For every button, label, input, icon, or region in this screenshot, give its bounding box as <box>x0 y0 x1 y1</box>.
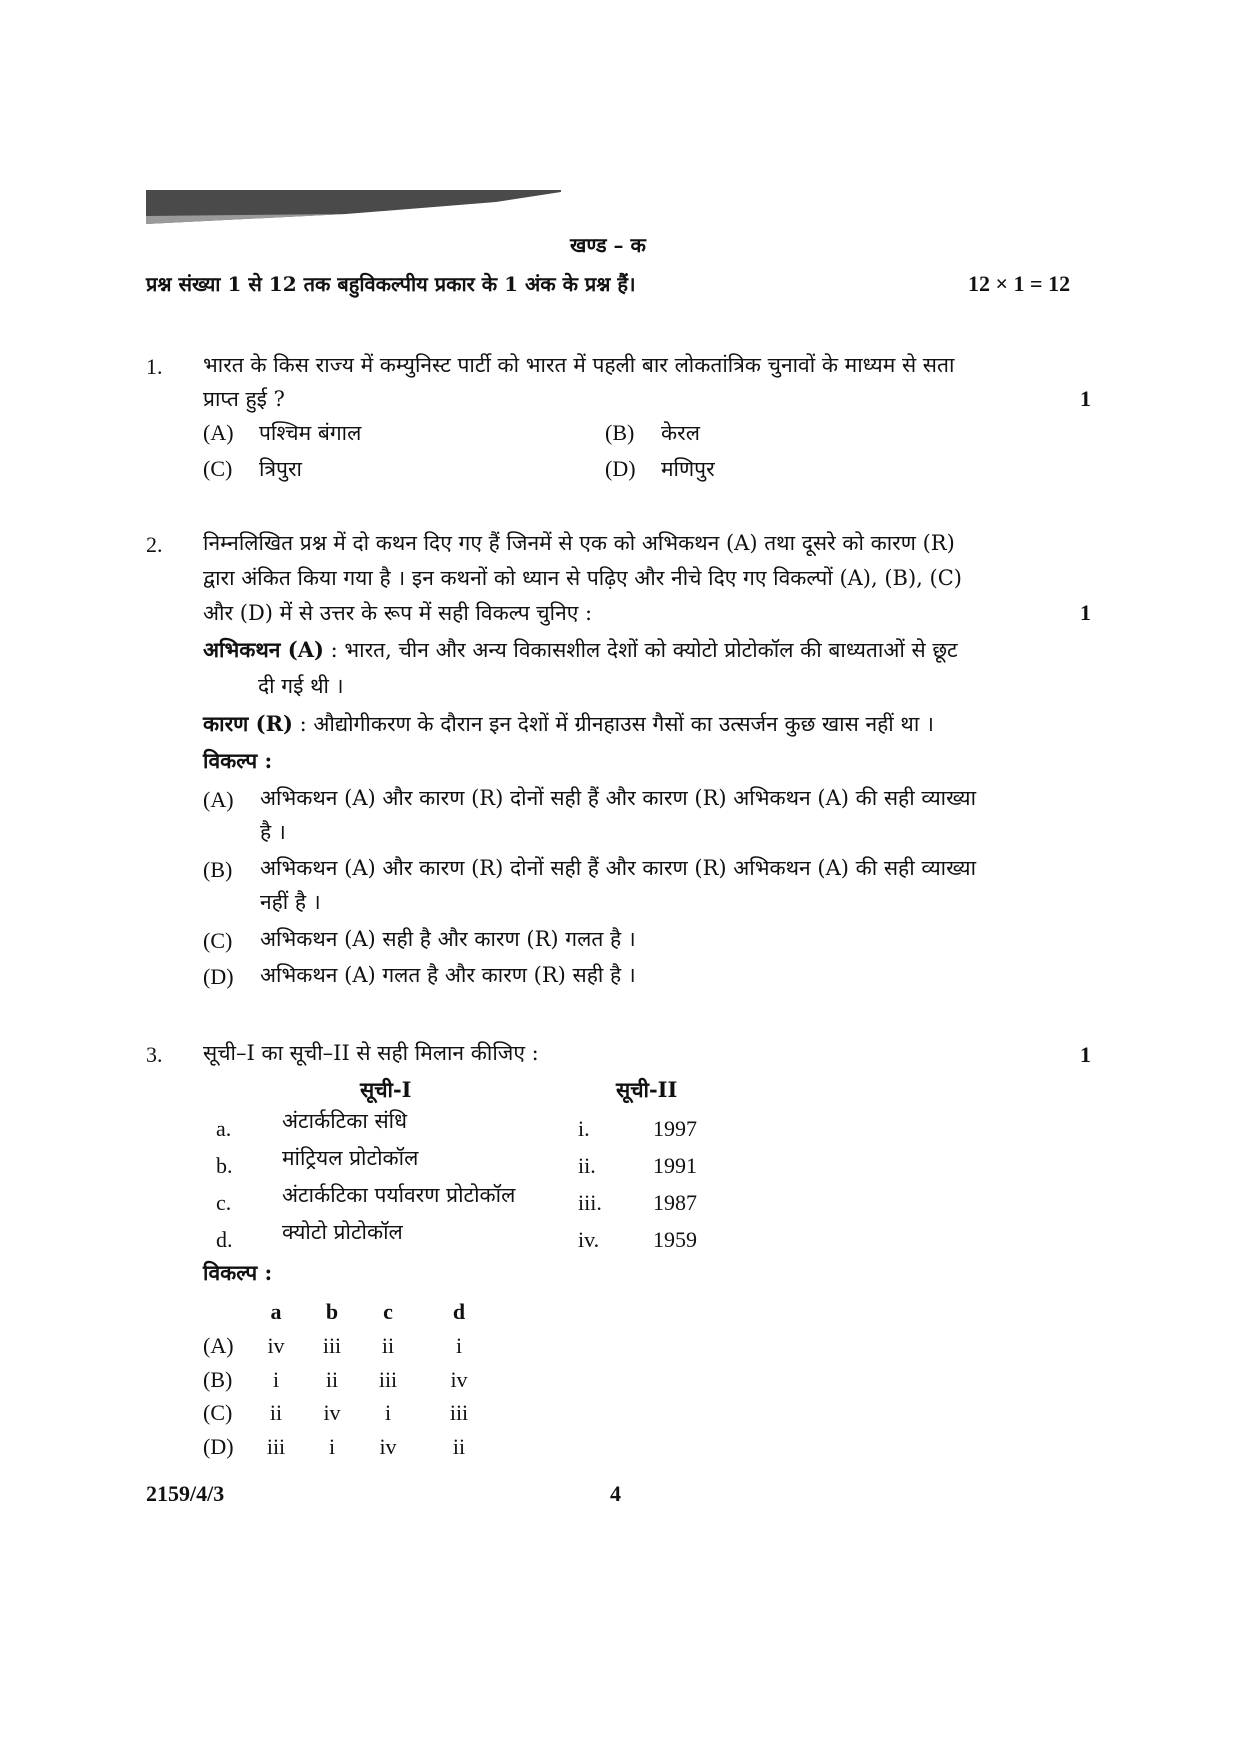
q1-text-line2: प्राप्त हुई ? <box>203 387 285 411</box>
header-banner <box>146 188 561 224</box>
page-number: 4 <box>610 1481 621 1506</box>
q3-row-c-cell-d: iii <box>449 1400 469 1425</box>
q1-option-b <box>605 418 700 448</box>
q1-option-b-text: केरल <box>661 421 700 445</box>
q1-text-line1: भारत के किस राज्य में कम्युनिस्ट पार्टी को भारत में पहली बार लोकतांत्रिक चुनावों के माध्यम से सता <box>203 353 955 377</box>
q3-list1-d-label: d. <box>216 1227 233 1252</box>
q2-assertion-text: : भारत, चीन और अन्य विकासशील देशों को क्योटो प्रोटोकॉल की बाध्यताओं से छूट <box>323 638 958 662</box>
q1-option-d-label: (D) <box>605 456 636 481</box>
q3-row-d-cell-a: iii <box>266 1434 286 1459</box>
q3-row-a-cell-c: ii <box>381 1333 395 1358</box>
q3-list2-ii-label: ii. <box>578 1153 596 1178</box>
q2-option-b-line2: नहीं है । <box>260 890 321 914</box>
q3-row-d-cell-b: i <box>328 1434 336 1459</box>
q3-list1-a-label: a. <box>216 1116 232 1141</box>
q3-row-b-cell-c: iii <box>378 1367 398 1392</box>
q1-option-d <box>605 454 715 484</box>
q2-option-d-line1: अभिकथन (A) गलत है और कारण (R) सही है । <box>260 963 636 987</box>
q2-assertion-label: अभिकथन (A) <box>203 637 324 662</box>
q3-list2-iii-text: 1987 <box>653 1190 697 1215</box>
q1-option-a <box>203 418 362 448</box>
q3-row-c-cell-a: ii <box>269 1400 283 1425</box>
q3-table-header-a: a <box>270 1299 282 1324</box>
q1-option-a-label: (A) <box>203 420 234 445</box>
q2-option-d-label: (D) <box>203 964 234 989</box>
q2-option-c-line1: अभिकथन (A) सही है और कारण (R) गलत है । <box>260 927 636 951</box>
q2-assertion-line2: दी गई थी । <box>258 674 344 698</box>
q1-option-b-label: (B) <box>605 420 635 445</box>
q2-reason-label: कारण (R) <box>203 711 293 736</box>
q3-list1-a-text: अंटार्कटिका संधि <box>282 1109 408 1133</box>
q2-options-heading: विकल्प : <box>203 748 273 773</box>
q3-list2-iv-label: iv. <box>578 1227 600 1252</box>
q1-option-a-text: पश्चिम बंगाल <box>259 421 362 445</box>
q1-marks: 1 <box>1080 386 1091 411</box>
q2-reason-text: : औद्योगीकरण के दौरान इन देशों में ग्रीनहाउस गैसों का उत्सर्जन कुछ खास नहीं था । <box>292 712 934 736</box>
q3-list2-i-text: 1997 <box>653 1116 697 1141</box>
q3-list1-c-label: c. <box>216 1190 232 1215</box>
q3-row-b-label: (B) <box>203 1367 233 1392</box>
q3-table-header-b: b <box>325 1299 339 1324</box>
q3-list2-header: सूची-II <box>616 1077 678 1102</box>
section-title: खण्ड – क <box>570 233 646 257</box>
q3-row-a-cell-a: iv <box>267 1333 285 1358</box>
q3-row-d-label: (D) <box>203 1434 234 1459</box>
q3-marks: 1 <box>1080 1042 1091 1067</box>
q2-option-b-line1: अभिकथन (A) और कारण (R) दोनों सही हैं और कारण (R) अभिकथन (A) की सही व्याख्या <box>260 856 977 880</box>
section-instruction: प्रश्न संख्या 1 से 12 तक बहुविकल्पीय प्रकार के 1 अंक के प्रश्न हैं। <box>146 272 636 296</box>
q1-option-c-label: (C) <box>203 456 233 481</box>
q3-table-header-d: d <box>452 1299 466 1324</box>
q3-row-b-cell-d: iv <box>450 1367 468 1392</box>
q2-line2: द्वारा अंकित किया गया है । इन कथनों को ध्यान से पढ़िए और नीचे दिए गए विकल्पों (A), (B), (C) <box>203 566 962 590</box>
q2-line3: और (D) में से उत्तर के रूप में सही विकल्प चुनिए : <box>203 601 593 625</box>
q2-number: 2. <box>146 532 163 557</box>
q3-number: 3. <box>146 1042 163 1067</box>
q3-options-heading: विकल्प : <box>203 1260 273 1285</box>
q3-list2-ii-text: 1991 <box>653 1153 697 1178</box>
q2-option-b-label: (B) <box>203 857 233 882</box>
q3-table-header-c: c <box>383 1299 393 1324</box>
q3-text: सूची–I का सूची–II से सही मिलान कीजिए : <box>203 1041 539 1065</box>
q1-option-c-text: त्रिपुरा <box>259 457 302 481</box>
q2-option-c-label: (C) <box>203 928 233 953</box>
q3-row-c-label: (C) <box>203 1400 233 1425</box>
section-marks: 12 × 1 = 12 <box>968 271 1071 296</box>
q3-list2-iii-label: iii. <box>578 1190 602 1215</box>
q1-number: 1. <box>146 354 163 379</box>
q3-list1-d-text: क्योटो प्रोटोकॉल <box>282 1220 403 1244</box>
q3-list1-b-text: मांट्रियल प्रोटोकॉल <box>282 1146 419 1170</box>
q3-row-c-cell-c: i <box>384 1400 392 1425</box>
q1-option-d-text: मणिपुर <box>661 457 715 481</box>
paper-code: 2159/4/3 <box>146 1481 225 1506</box>
q3-list1-header: सूची-I <box>360 1077 412 1102</box>
q3-row-d-cell-d: ii <box>452 1434 466 1459</box>
q2-assertion <box>203 635 958 665</box>
q2-marks: 1 <box>1080 600 1091 625</box>
q3-list1-c-text: अंटार्कटिका पर्यावरण प्रोटोकॉल <box>282 1183 516 1207</box>
q2-line1: निम्नलिखित प्रश्न में दो कथन दिए गए हैं जिनमें से एक को अभिकथन (A) तथा दूसरे को कारण (R) <box>203 531 955 555</box>
q2-option-a-label: (A) <box>203 787 234 812</box>
q3-row-a-cell-d: i <box>455 1333 463 1358</box>
q3-row-b-cell-a: i <box>272 1367 280 1392</box>
q3-list1-b-label: b. <box>216 1153 233 1178</box>
q2-option-a-line2: है । <box>260 820 286 844</box>
q3-row-c-cell-b: iv <box>323 1400 341 1425</box>
q2-reason <box>203 709 934 739</box>
q3-row-d-cell-c: iv <box>379 1434 397 1459</box>
q3-list2-iv-text: 1959 <box>653 1227 697 1252</box>
q3-row-b-cell-b: ii <box>325 1367 339 1392</box>
q3-list2-i-label: i. <box>578 1116 590 1141</box>
q3-row-a-label: (A) <box>203 1333 234 1358</box>
q2-option-a-line1: अभिकथन (A) और कारण (R) दोनों सही हैं और कारण (R) अभिकथन (A) की सही व्याख्या <box>260 786 977 810</box>
q1-option-c <box>203 454 302 484</box>
q3-row-a-cell-b: iii <box>322 1333 342 1358</box>
